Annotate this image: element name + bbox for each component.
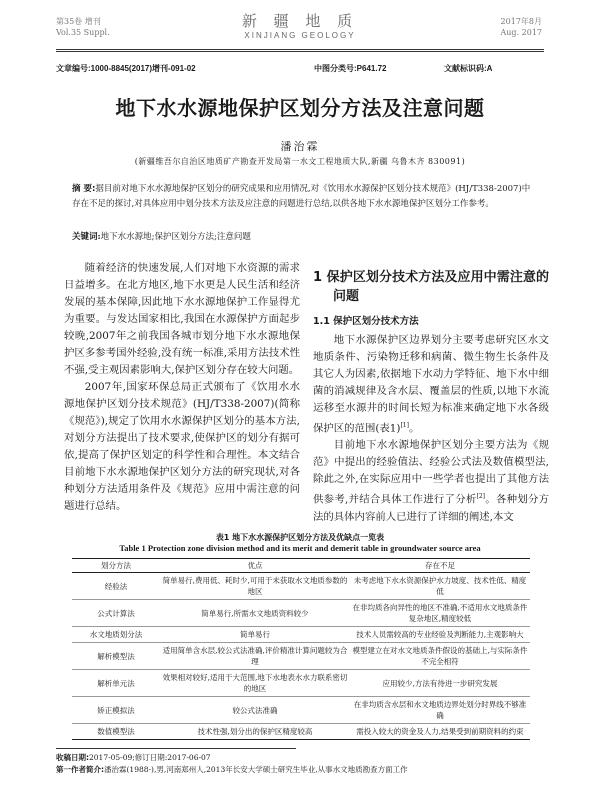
section-heading: 1 保护区划分技术方法及应用中需注意的问题 [313,270,549,304]
table-cell-merit: 效果相对较好,适用于大范围,地下水地表水水力联系密切的地区 [160,670,350,697]
right-column [313,262,549,526]
author-affiliation: (新疆维吾尔自治区地质矿产勘查开发局第一水文工程地质大队,新疆 乌鲁木齐 830091) [134,157,466,166]
body-paragraph-2-end: 。各种划分方法的具体内容前人已进行了详细的阐述,本文 [313,493,549,523]
table-cell-method: 解析模型法 [72,643,160,670]
header-rule [56,49,544,50]
body-paragraph-1-text: 地下水源保护区边界划分主要考虑研究区水文地质条件、污染物迁移和病菌、微生物生长条件及其它人为因素,依据地下水动力学特征、地下水中细菌的消减规律及含水层、覆盖层的性质,以地下水流运移至水源井的时间长短为标准来确定地下水各级保护区的范围(表1) [313,334,549,435]
header-volume-zh: 第35卷 增刊 [56,17,101,26]
body-paragraph-2-text: 目前地下水水源地保护区划分主要方法为《规范》中提出的经验值法、经验公式法及数值模型法,除此之外,在实际应用中一些学者也提出了其他方法供参考,并结合具体工作进行了分析 [313,439,549,506]
keywords-text: 地下水水源地;保护区划分方法;注意问题 [100,232,251,242]
keywords-label: 关键词: [72,232,101,242]
footnote-author-text: 潘治霖(1988-),男,河南郑州人,2013年长安大学硕士研究生毕业,从事水文地质勘查方面工作 [104,765,408,774]
body-paragraph-1 [313,332,549,437]
body-paragraph-2 [313,437,549,525]
table-header-method: 划分方法 [72,559,160,573]
table-cell-merit: 简单易行,所需水文地质资料较少 [160,600,350,627]
table-caption-zh: 表1 地下水水源保护区划分方法及优缺点一览表 [215,533,385,542]
table-cell-demerit: 应用较少,方法有待进一步研究发展 [350,670,530,697]
footnote-author-label: 第一作者简介: [56,765,104,774]
left-column [64,260,300,515]
keywords [72,230,532,244]
table-header-row [72,559,530,573]
table-header-merit: 优点 [160,559,350,573]
table-cell-method: 解析单元法 [72,670,160,697]
table-cell-merit: 简单易行 [160,627,350,643]
header-volume-en: Vol.35 Suppl. [56,28,110,37]
journal-name-zh: 新 疆 地 质 [241,12,359,30]
table-caption [0,532,600,554]
table-cell-method: 公式计算法 [72,600,160,627]
journal-header [0,10,600,48]
table-header-demerit: 存在不足 [350,559,530,573]
table-row [72,573,530,600]
header-date-en: Aug. 2017 [500,28,542,37]
table-cell-demerit: 在非均质各向异性的地区不准确,不适用水文地质条件复杂地区,精度较低 [350,600,530,627]
article-number: 文章编号:1000-8845(2017)增刊-091-02 [56,64,196,73]
abstract [72,182,532,212]
table-cell-merit: 技术性强,划分出的保护区精度较高 [160,724,350,740]
header-date-zh: 2017年8月 [500,17,542,26]
table-caption-en: Table 1 Protection zone division method and its merit and demerit table in groundwater source area [119,543,481,553]
citation-1: [1] [400,422,409,429]
classification-number: 中图分类号:P641.72 [314,64,387,73]
author-name: 潘治霖 [280,140,320,153]
header-date [501,16,543,38]
footnote-dates-label: 收稿日期: [56,753,89,762]
header-rule-thin [56,51,544,52]
footnotes [56,752,544,776]
footnote-author [56,764,544,776]
table-cell-merit: 较公式法准确 [160,697,350,724]
footnote-dates-text: 2017-05-09;修订日期:2017-06-07 [89,753,211,762]
table-cell-method: 水文地质划分法 [72,627,160,643]
table-cell-method: 经验法 [72,573,160,600]
table-row [72,697,530,724]
footnote-dates [56,752,544,764]
document-code: 文献标识码:A [444,64,493,73]
table-cell-demerit: 模型建立在对水文地质条件假设的基础上,与实际条件不完全相符 [350,643,530,670]
journal-name-en: XINJIANG GEOLOGY [244,31,356,40]
intro-paragraph-1: 随着经济的快速发展,人们对地下水资源的需求日益增多。在北方地区,地下水更是人民生活和经济发展的基本保障,因此地下水水源地保护工作显得尤为重要。与发达国家相比,我国在水源保护方面起步较晚,2007年之前我国各城市划分地下水水源地保护区多参考国外经验,没有统一标准,采用方法技术性不强,受主观因素影响大,保护区划分存在较大问题。 [64,262,300,376]
abstract-label: 摘 要: [72,184,96,194]
table-cell-demerit: 在非均质含水层和水文地质边界处划分时界线不够准确 [350,697,530,724]
intro-paragraph-2: 2007年,国家环保总局正式颁布了《饮用水水源地保护区划分技术规范》(HJ/T338-2007)(简称《规范》),规定了饮用水水源保护区划分的基本方法,对划分方法提出了技术要求,使保护区的划分有据可依,提高了保护区划定的科学性和合理性。本文结合目前地下水水源地保护区划分方法的研究现状,对各种划分方法适用条件及《规范》应用中需注意的问题进行总结。 [64,381,300,512]
table-cell-demerit: 需投入较大的资金及人力,结果受到前期资料的约束 [350,724,530,740]
citation-2: [2] [476,493,486,501]
table-cell-demerit: 技术人员需较高的专业经验及判断能力,主观影响大 [350,627,530,643]
body-paragraph-1-end: 。 [408,422,420,435]
table-row [72,670,530,697]
table-cell-merit: 适用简单含水层,较公式法准确,评价精准计算问题较为合理 [160,643,350,670]
table-cell-merit: 简单易行,费用低、耗时少,可用于未获取水文地质参数的地区 [160,573,350,600]
methods-table [72,558,530,740]
subsection-heading: 1.1 保护区划分技术方法 [313,316,419,327]
abstract-text: 据目前对地下水水源地保护区划分的研究成果和应用情况,对《饮用水水源保护区划分技术规范》(HJ/T338-2007)中存在不足的探讨,对具体应用中划分技术方法及应注意的问题进行总结,以供各地下水水源地保护区划分工作参考。 [72,184,531,209]
table-cell-demerit: 未考虑地下水水资源保护水力坡度、技术性低、精度低 [350,573,530,600]
table-row [72,724,530,740]
table-row [72,627,530,643]
table-row [72,643,530,670]
table-row [72,600,530,627]
table-cell-method: 数值模型法 [72,724,160,740]
table-cell-method: 矫正模拟法 [72,697,160,724]
paper-title: 地下水水源地保护区划分方法及注意问题 [115,96,485,120]
footnote-rule [56,748,296,749]
